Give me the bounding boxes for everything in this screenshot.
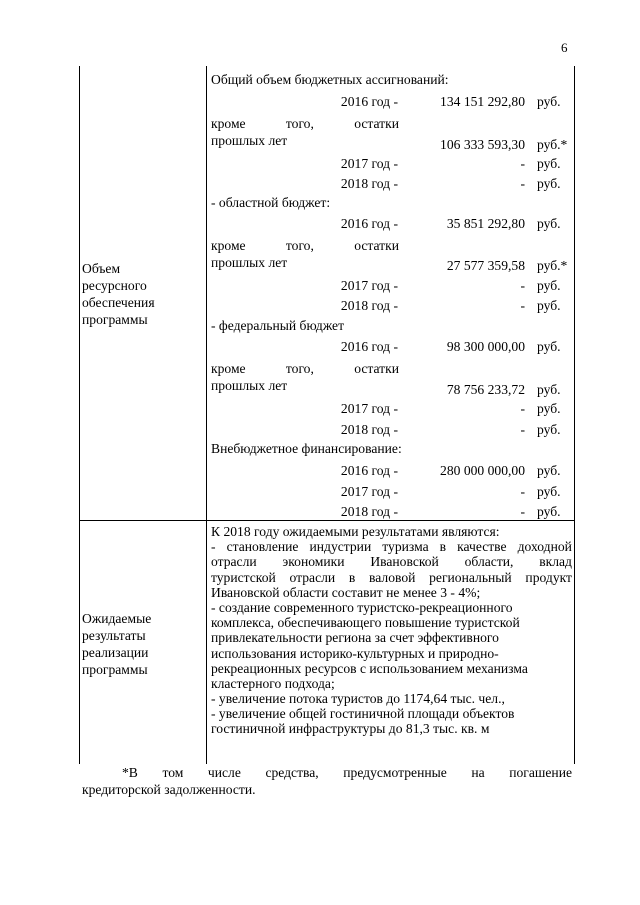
amount-value: -	[520, 401, 525, 416]
word: становление	[226, 539, 299, 555]
label-line: Объем	[82, 261, 121, 276]
amount-value: -	[520, 176, 525, 191]
total-heading: Общий объем бюджетных ассигнований:	[211, 72, 449, 87]
label-line: обеспечения	[82, 295, 155, 310]
amount-value: 280 000 000,00	[440, 463, 525, 478]
table-column-divider	[206, 66, 207, 764]
total-remaining-line	[211, 115, 399, 132]
year-label: 2018 год -	[340, 176, 398, 191]
word: качестве	[457, 539, 507, 555]
word: -	[211, 539, 216, 555]
regional-heading: - областной бюджет:	[211, 195, 331, 210]
word: туризма	[382, 539, 429, 555]
extrabudget-2017-line	[211, 483, 572, 500]
total-2016-line	[211, 93, 572, 110]
word: кроме	[211, 116, 246, 131]
word: доходной	[517, 539, 572, 555]
word: области,	[464, 554, 514, 570]
amount-value: 134 151 292,80	[440, 94, 525, 109]
regional-remaining-line-2	[211, 254, 572, 271]
total-2017-line	[211, 155, 572, 172]
year-label: 2016 год -	[340, 463, 398, 478]
amount-value: -	[520, 422, 525, 437]
extrabudget-2018-line	[211, 503, 572, 520]
unit-label: руб.*	[537, 258, 568, 273]
federal-2018-line	[211, 421, 572, 438]
amount-value: 27 577 359,58	[446, 258, 525, 273]
result-line: - увеличение потока туристов до 1174,64 тыс. чел.,	[211, 691, 505, 707]
extrabudget-2016-line	[211, 462, 572, 479]
word: региональный	[429, 569, 512, 585]
year-label: 2018 год -	[340, 422, 398, 437]
unit-label: руб.	[537, 94, 561, 109]
word: отрасли	[211, 554, 257, 570]
word: того,	[285, 361, 314, 376]
result-line: использования историко-культурных и природно-	[211, 645, 499, 661]
year-label: 2016 год -	[340, 216, 398, 231]
federal-remaining-line	[211, 360, 399, 377]
label-line: программы	[82, 312, 148, 327]
table-row-divider	[79, 520, 575, 521]
regional-2018-line	[211, 297, 572, 314]
amount-value: 106 333 593,30	[440, 137, 525, 152]
word: индустрии	[309, 539, 372, 555]
amount-value: -	[520, 298, 525, 313]
unit-label: руб.	[537, 401, 561, 416]
federal-2017-line	[211, 400, 572, 417]
result-line: К 2018 году ожидаемыми результатами являются:	[211, 524, 500, 539]
label-line: ресурсного	[82, 278, 147, 293]
year-label: 2017 год -	[340, 401, 398, 416]
word: том	[162, 765, 184, 780]
unit-label: руб.	[537, 298, 561, 313]
regional-2017-line	[211, 277, 572, 294]
word: погашение	[509, 765, 572, 780]
word: кроме	[211, 361, 246, 376]
label-line: результаты	[82, 628, 146, 643]
word: отрасли	[289, 569, 336, 585]
amount-value: 35 851 292,80	[446, 216, 525, 231]
year-label: 2017 год -	[340, 156, 398, 171]
remaining-label: прошлых лет	[211, 255, 288, 270]
table-border-right	[574, 66, 575, 764]
row-label-results	[82, 610, 200, 678]
word: в	[439, 539, 447, 555]
amount-value: 78 756 233,72	[446, 382, 525, 397]
amount-value: -	[520, 278, 525, 293]
page-number: 6	[561, 40, 568, 55]
result-line: - создание современного туристско-рекреационного	[211, 599, 513, 615]
amount-value: -	[520, 504, 525, 519]
federal-heading: - федеральный бюджет	[211, 318, 345, 333]
word: предусмотренные	[343, 765, 447, 780]
remaining-label: прошлых лет	[211, 133, 288, 148]
unit-label: руб.	[537, 216, 561, 231]
result-line: комплекса, обеспечивающего повышение туристской	[211, 615, 520, 631]
result-line-justified	[211, 553, 572, 568]
result-line: - увеличение общей гостиничной площади объектов	[211, 706, 515, 722]
label-line: программы	[82, 662, 148, 677]
year-label: 2017 год -	[340, 278, 398, 293]
federal-2016-line	[211, 338, 572, 355]
unit-label: руб.*	[537, 137, 568, 152]
total-2018-line	[211, 175, 572, 192]
regional-remaining-line	[211, 237, 399, 254]
footnote-line-2: кредиторской задолженности.	[82, 782, 256, 797]
word: на	[471, 765, 485, 780]
word: остатки	[354, 116, 399, 131]
word: валовой	[369, 569, 416, 585]
table-border-left	[79, 66, 80, 764]
word: туристской	[211, 569, 276, 585]
label-line: реализации	[82, 645, 149, 660]
row-label-resources	[82, 260, 200, 328]
result-line: Ивановской области составит не менее 3 - 4%;	[211, 584, 481, 600]
year-label: 2016 год -	[340, 339, 398, 354]
unit-label: руб.	[537, 278, 561, 293]
word: Ивановской	[370, 554, 439, 570]
word: *В	[122, 765, 138, 780]
amount-value: -	[520, 156, 525, 171]
remaining-label: прошлых лет	[211, 378, 288, 393]
word: в	[348, 569, 356, 585]
unit-label: руб.	[537, 176, 561, 191]
word: кроме	[211, 238, 246, 253]
amount-value: 98 300 000,00	[446, 339, 525, 354]
unit-label: руб.	[537, 156, 561, 171]
regional-2016-line	[211, 215, 572, 232]
year-label: 2016 год -	[340, 94, 398, 109]
word: того,	[285, 116, 314, 131]
expected-results	[211, 523, 572, 736]
word: остатки	[354, 361, 399, 376]
word: того,	[285, 238, 314, 253]
result-line-justified	[211, 538, 572, 553]
unit-label: руб.	[537, 484, 561, 499]
year-label: 2018 год -	[340, 298, 398, 313]
footnote-line-1	[122, 764, 572, 781]
word: остатки	[354, 238, 399, 253]
federal-remaining-line-2	[211, 377, 572, 397]
extrabudget-heading: Внебюджетное финансирование:	[211, 441, 402, 456]
result-line: привлекательности региона за счет эффективного	[211, 630, 499, 646]
word: числе	[207, 765, 241, 780]
unit-label: руб.	[537, 422, 561, 437]
word: экономики	[282, 554, 345, 570]
unit-label: руб.	[537, 504, 561, 519]
label-line: Ожидаемые	[82, 611, 152, 626]
result-line: гостиничной инфраструктуры до 81,3 тыс. кв. м	[211, 721, 490, 737]
word: вклад	[539, 554, 572, 570]
word: продукт	[525, 569, 572, 585]
year-label: 2017 год -	[340, 484, 398, 499]
word: средства,	[265, 765, 319, 780]
total-remaining-line-2	[211, 132, 572, 152]
result-line: рекреационных ресурсов с использованием механизма	[211, 660, 528, 676]
year-label: 2018 год -	[340, 504, 398, 519]
unit-label: руб.	[537, 382, 561, 397]
amount-value: -	[520, 484, 525, 499]
result-line: кластерного подхода;	[211, 675, 335, 691]
unit-label: руб.	[537, 339, 561, 354]
unit-label: руб.	[537, 463, 561, 478]
result-line-justified	[211, 569, 572, 584]
